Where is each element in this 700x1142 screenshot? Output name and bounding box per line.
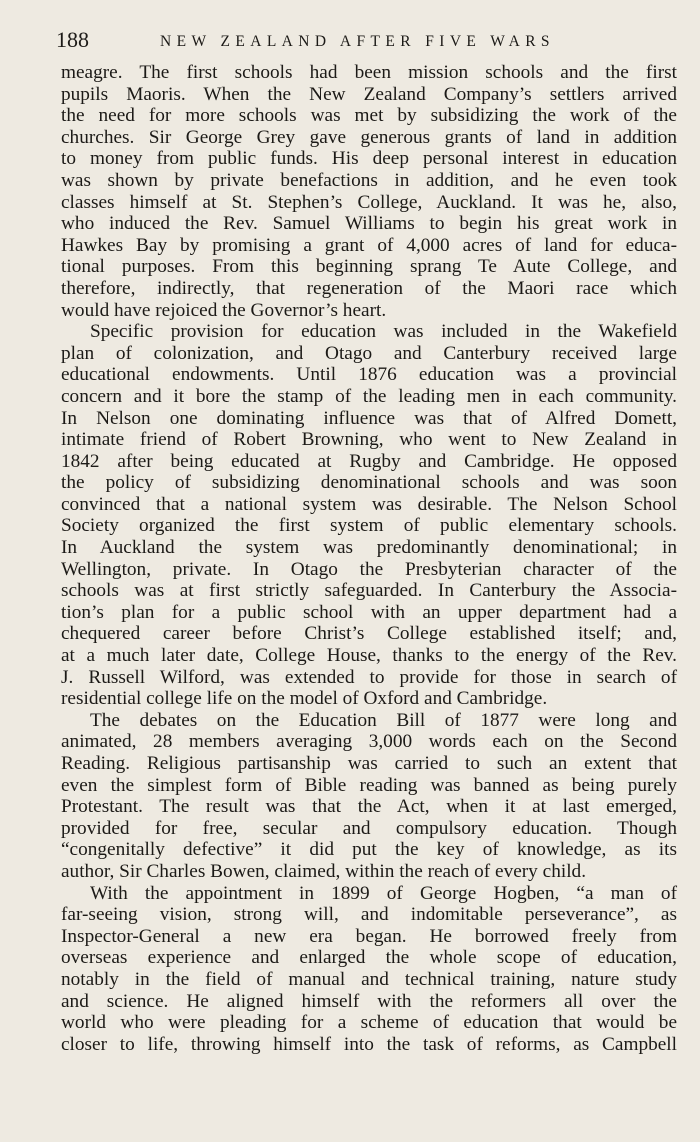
body-text <box>61 62 677 1055</box>
text-line: The debates on the Education Bill of 1877 were long and <box>90 709 677 731</box>
text-line: “congenitally defective” it did put the key of knowledge, as its <box>61 839 677 861</box>
text-line: tional purposes. From this beginning sprang Te Aute College, and <box>61 256 677 278</box>
text-line: pupils Maoris. When the New Zealand Company’s settlers arrived <box>61 83 677 105</box>
text-line: chequered career before Christ’s College established itself; and, <box>61 623 677 645</box>
text-line: Society organized the first system of public elementary schools. <box>61 515 677 537</box>
running-title: NEW ZEALAND AFTER FIVE WARS <box>160 33 555 50</box>
text-line: overseas experience and enlarged the whole scope of education, <box>61 947 677 969</box>
text-line: animated, 28 members averaging 3,000 words each on the Second <box>61 731 677 753</box>
text-line: to money from public funds. His deep personal interest in education <box>61 148 677 170</box>
text-line: Specific provision for education was included in the Wakefield <box>90 321 677 343</box>
text-line: classes himself at St. Stephen’s College, Auckland. It was he, also, <box>61 191 677 213</box>
text-line: In Nelson one dominating influence was that of Alfred Domett, <box>61 407 677 429</box>
text-line: notably in the field of manual and technical training, nature study <box>61 968 677 990</box>
text-line: world who were pleading for a scheme of education that would be <box>61 1012 677 1034</box>
text-line: Protestant. The result was that the Act, when it at last emerged, <box>61 796 677 818</box>
text-line: plan of colonization, and Otago and Canterbury received large <box>61 342 677 364</box>
text-line: Inspector-General a new era began. He borrowed freely from <box>61 925 677 947</box>
text-line: at a much later date, College House, thanks to the energy of the Rev. <box>61 645 677 667</box>
text-line: Wellington, private. In Otago the Presbyterian character of the <box>61 558 677 580</box>
running-head <box>56 26 676 54</box>
text-line: intimate friend of Robert Browning, who went to New Zealand in <box>61 429 677 451</box>
text-line: far-seeing vision, strong will, and indomitable perseverance”, as <box>61 904 677 926</box>
text-line: even the simplest form of Bible reading was banned as being purely <box>61 774 677 796</box>
text-line: concern and it bore the stamp of the leading men in each community. <box>61 385 677 407</box>
text-line: In Auckland the system was predominantly denominational; in <box>61 537 677 559</box>
text-line: author, Sir Charles Bowen, claimed, within the reach of every child. <box>61 860 587 882</box>
text-line: was shown by private benefactions in addition, and he even took <box>61 169 677 191</box>
text-line: residential college life on the model of Oxford and Cambridge. <box>61 688 548 710</box>
page-number: 188 <box>56 27 89 52</box>
text-line: therefore, indirectly, that regeneration of the Maori race which <box>61 277 677 299</box>
text-line: provided for free, secular and compulsory education. Though <box>61 817 677 839</box>
text-line: convinced that a national system was desirable. The Nelson School <box>61 493 677 515</box>
text-line: the policy of subsidizing denominational schools and was soon <box>61 472 677 494</box>
text-line: educational endowments. Until 1876 education was a provincial <box>61 364 677 386</box>
text-line: the need for more schools was met by subsidizing the work of the <box>61 105 677 127</box>
text-line: schools was at first strictly safeguarded. In Canterbury the Associa- <box>61 580 677 602</box>
text-line: meagre. The first schools had been mission schools and the first <box>61 62 677 83</box>
text-line: and science. He aligned himself with the reformers all over the <box>61 990 677 1012</box>
text-line: would have rejoiced the Governor’s heart. <box>61 299 387 321</box>
text-line: J. Russell Wilford, was extended to provide for those in search of <box>61 666 677 688</box>
text-line: churches. Sir George Grey gave generous grants of land in addition <box>61 126 677 148</box>
text-line: With the appointment in 1899 of George Hogben, “a man of <box>90 882 677 904</box>
text-line: Reading. Religious partisanship was carried to such an extent that <box>61 753 677 774</box>
text-line: who induced the Rev. Samuel Williams to begin his great work in <box>61 213 677 235</box>
text-line: 1842 after being educated at Rugby and Cambridge. He opposed <box>61 450 677 472</box>
text-line: tion’s plan for a public school with an upper department had a <box>61 601 677 623</box>
text-line: closer to life, throwing himself into the task of reforms, as Campbell <box>61 1033 677 1055</box>
text-line: Hawkes Bay by promising a grant of 4,000 acres of land for educa- <box>61 234 677 256</box>
